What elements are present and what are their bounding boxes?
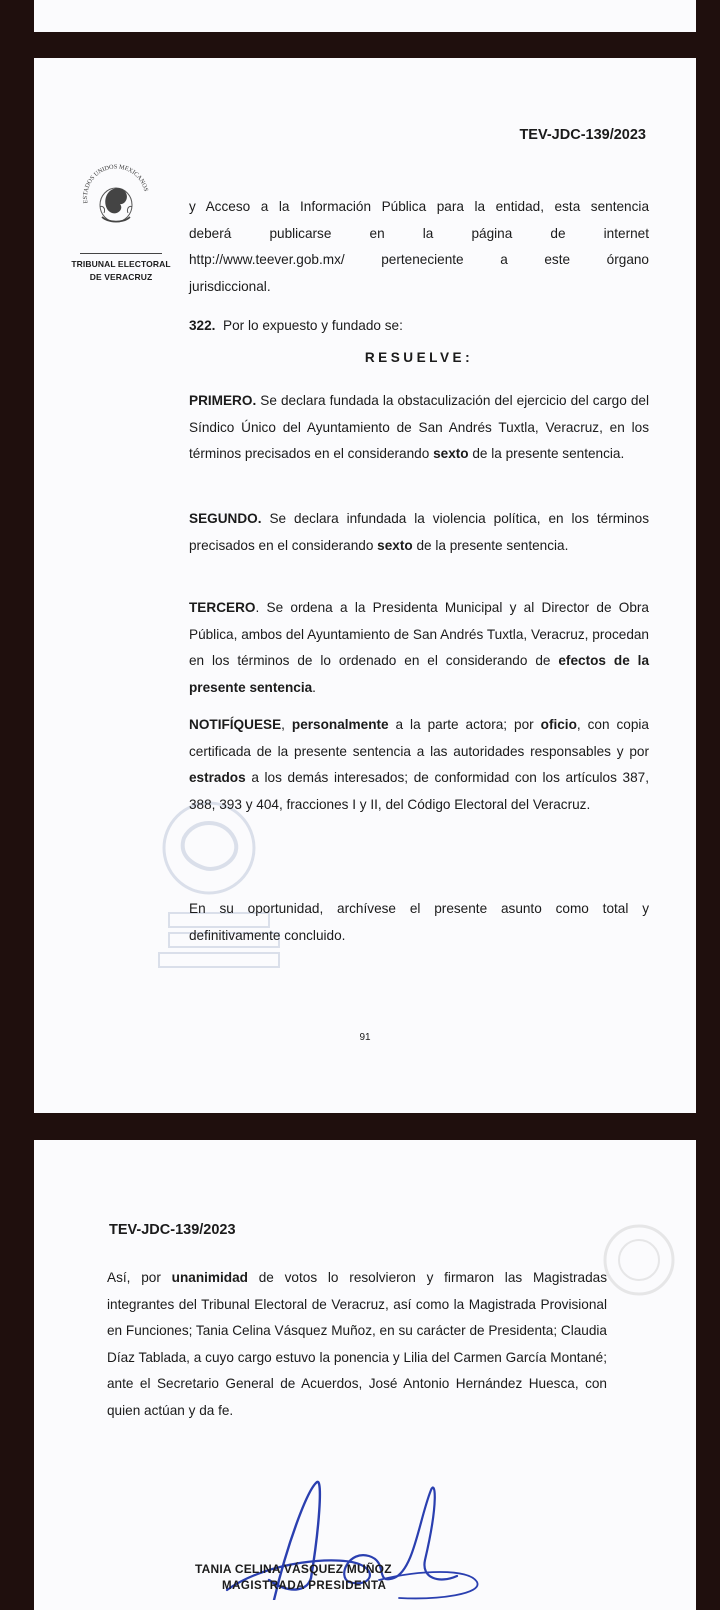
previous-page-fragment xyxy=(34,0,696,32)
case-number: TEV-JDC-139/2023 xyxy=(519,127,646,143)
segundo-text-end: de la presente sentencia. xyxy=(412,537,569,553)
resolutivo-tercero xyxy=(189,595,649,701)
handwritten-signature-icon xyxy=(199,1460,489,1600)
archive-paragraph xyxy=(189,896,649,949)
asi-text-2: de votos lo resolvieron y firmaron las Magistradas integrantes del Tribunal Electoral de Veracruz, así como la Magistrada Provisional en Funciones; Tania Celina Vásquez Muñoz, en su carácter de Presidenta; Claudia Díaz Tablada, a cuyo cargo estuvo la ponencia y Lilia del Carmen García Montané; ante el Secretario General de Acuerdos, José Antonio Hernández Huesca, con quien actúan y da fe. xyxy=(107,1270,608,1418)
page-number: 91 xyxy=(359,1032,371,1043)
asi-bold: unanimidad xyxy=(171,1270,248,1285)
paragraph-322-text: Por lo expuesto y fundado se: xyxy=(223,318,403,333)
segundo-bold: sexto xyxy=(377,537,413,553)
notif-text-4: a los demás interesados; de conformidad con los artículos 387, 388, 393 y 404, fracciones I y II, del Código Electoral del Veracruz. xyxy=(189,770,649,812)
primero-text-end: de la presente sentencia. xyxy=(468,446,625,461)
segundo-text: Se declara infundada la violencia política, en los términos precisados en el considerando xyxy=(189,511,649,553)
mexican-eagle-seal-icon xyxy=(78,161,154,237)
tercero-text: . Se ordena a la Presidenta Municipal y al Director de Obra Pública, ambos del Ayuntamiento de San Andrés Tuxtla, Veracruz, procedan en los términos de lo ordenado en el considerando de xyxy=(189,600,649,668)
paragraph-322 xyxy=(189,313,649,340)
primero-label: PRIMERO. xyxy=(189,393,257,408)
resolutivo-primero xyxy=(189,388,649,468)
notif-bold-1: personalmente xyxy=(291,717,389,732)
tercero-bold: efectos de la presente sentencia xyxy=(189,653,650,695)
resuelve-heading: RESUELVE: xyxy=(364,350,474,365)
case-number: TEV-JDC-139/2023 xyxy=(109,1222,236,1238)
intro-line-2: deberá publicarse en la página de internet xyxy=(189,225,649,241)
signer-title: MAGISTRADA PRESIDENTA xyxy=(222,1580,387,1592)
primero-text: Se declara fundada la obstaculización del ejercicio del cargo del Síndico Único del Ayuntamiento de San Andrés Tuxtla, Veracruz, en los términos precisados en el considerando xyxy=(189,393,649,461)
primero-bold: sexto xyxy=(433,446,469,461)
archive-text: En su oportunidad, archívese el presente asunto como total y definitivamente concluido. xyxy=(189,901,649,943)
notif-bold-3: estrados xyxy=(189,770,246,785)
notif-bold-2: oficio xyxy=(540,717,577,732)
faded-stamp-icon xyxy=(149,793,299,993)
notifiquese-paragraph xyxy=(189,712,649,818)
intro-line-4: jurisdiccional. xyxy=(189,278,271,294)
seal-divider xyxy=(80,253,162,254)
tribunal-caption xyxy=(62,258,180,284)
intro-line-3: http://www.teever.gob.mx/ perteneciente a este órgano xyxy=(189,252,649,267)
intro-line-1: y Acceso a la Información Pública para la entidad, esta sentencia xyxy=(189,199,649,214)
notif-text-3: , con copia certificada de la presente sentencia a las autoridades responsables y por xyxy=(189,717,649,759)
signer-name: TANIA CELINA VÁSQUEZ MUÑOZ xyxy=(195,1562,392,1576)
document-page-92 xyxy=(34,1140,696,1610)
segundo-label: SEGUNDO. xyxy=(189,511,262,526)
intro-paragraph xyxy=(189,194,649,300)
document-page-91 xyxy=(34,58,696,1113)
tercero-label: TERCERO xyxy=(189,600,256,615)
asi-text-1: Así, por xyxy=(107,1270,172,1285)
paragraph-number: 322. xyxy=(189,318,216,333)
tribunal-caption-line1: TRIBUNAL ELECTORAL xyxy=(71,259,171,269)
resolutivo-segundo xyxy=(189,506,649,559)
tribunal-caption-line2: DE VERACRUZ xyxy=(89,272,153,282)
seal-ring-text: ESTADOS UNIDOS MEXICANOS xyxy=(81,163,150,204)
notif-text-2: a la parte actora; por xyxy=(388,717,541,732)
notifiquese-label: NOTIFÍQUESE xyxy=(189,717,282,732)
notif-text-1: , xyxy=(281,717,292,732)
signature-paragraph xyxy=(107,1265,607,1424)
tercero-text-end: . xyxy=(312,679,316,695)
